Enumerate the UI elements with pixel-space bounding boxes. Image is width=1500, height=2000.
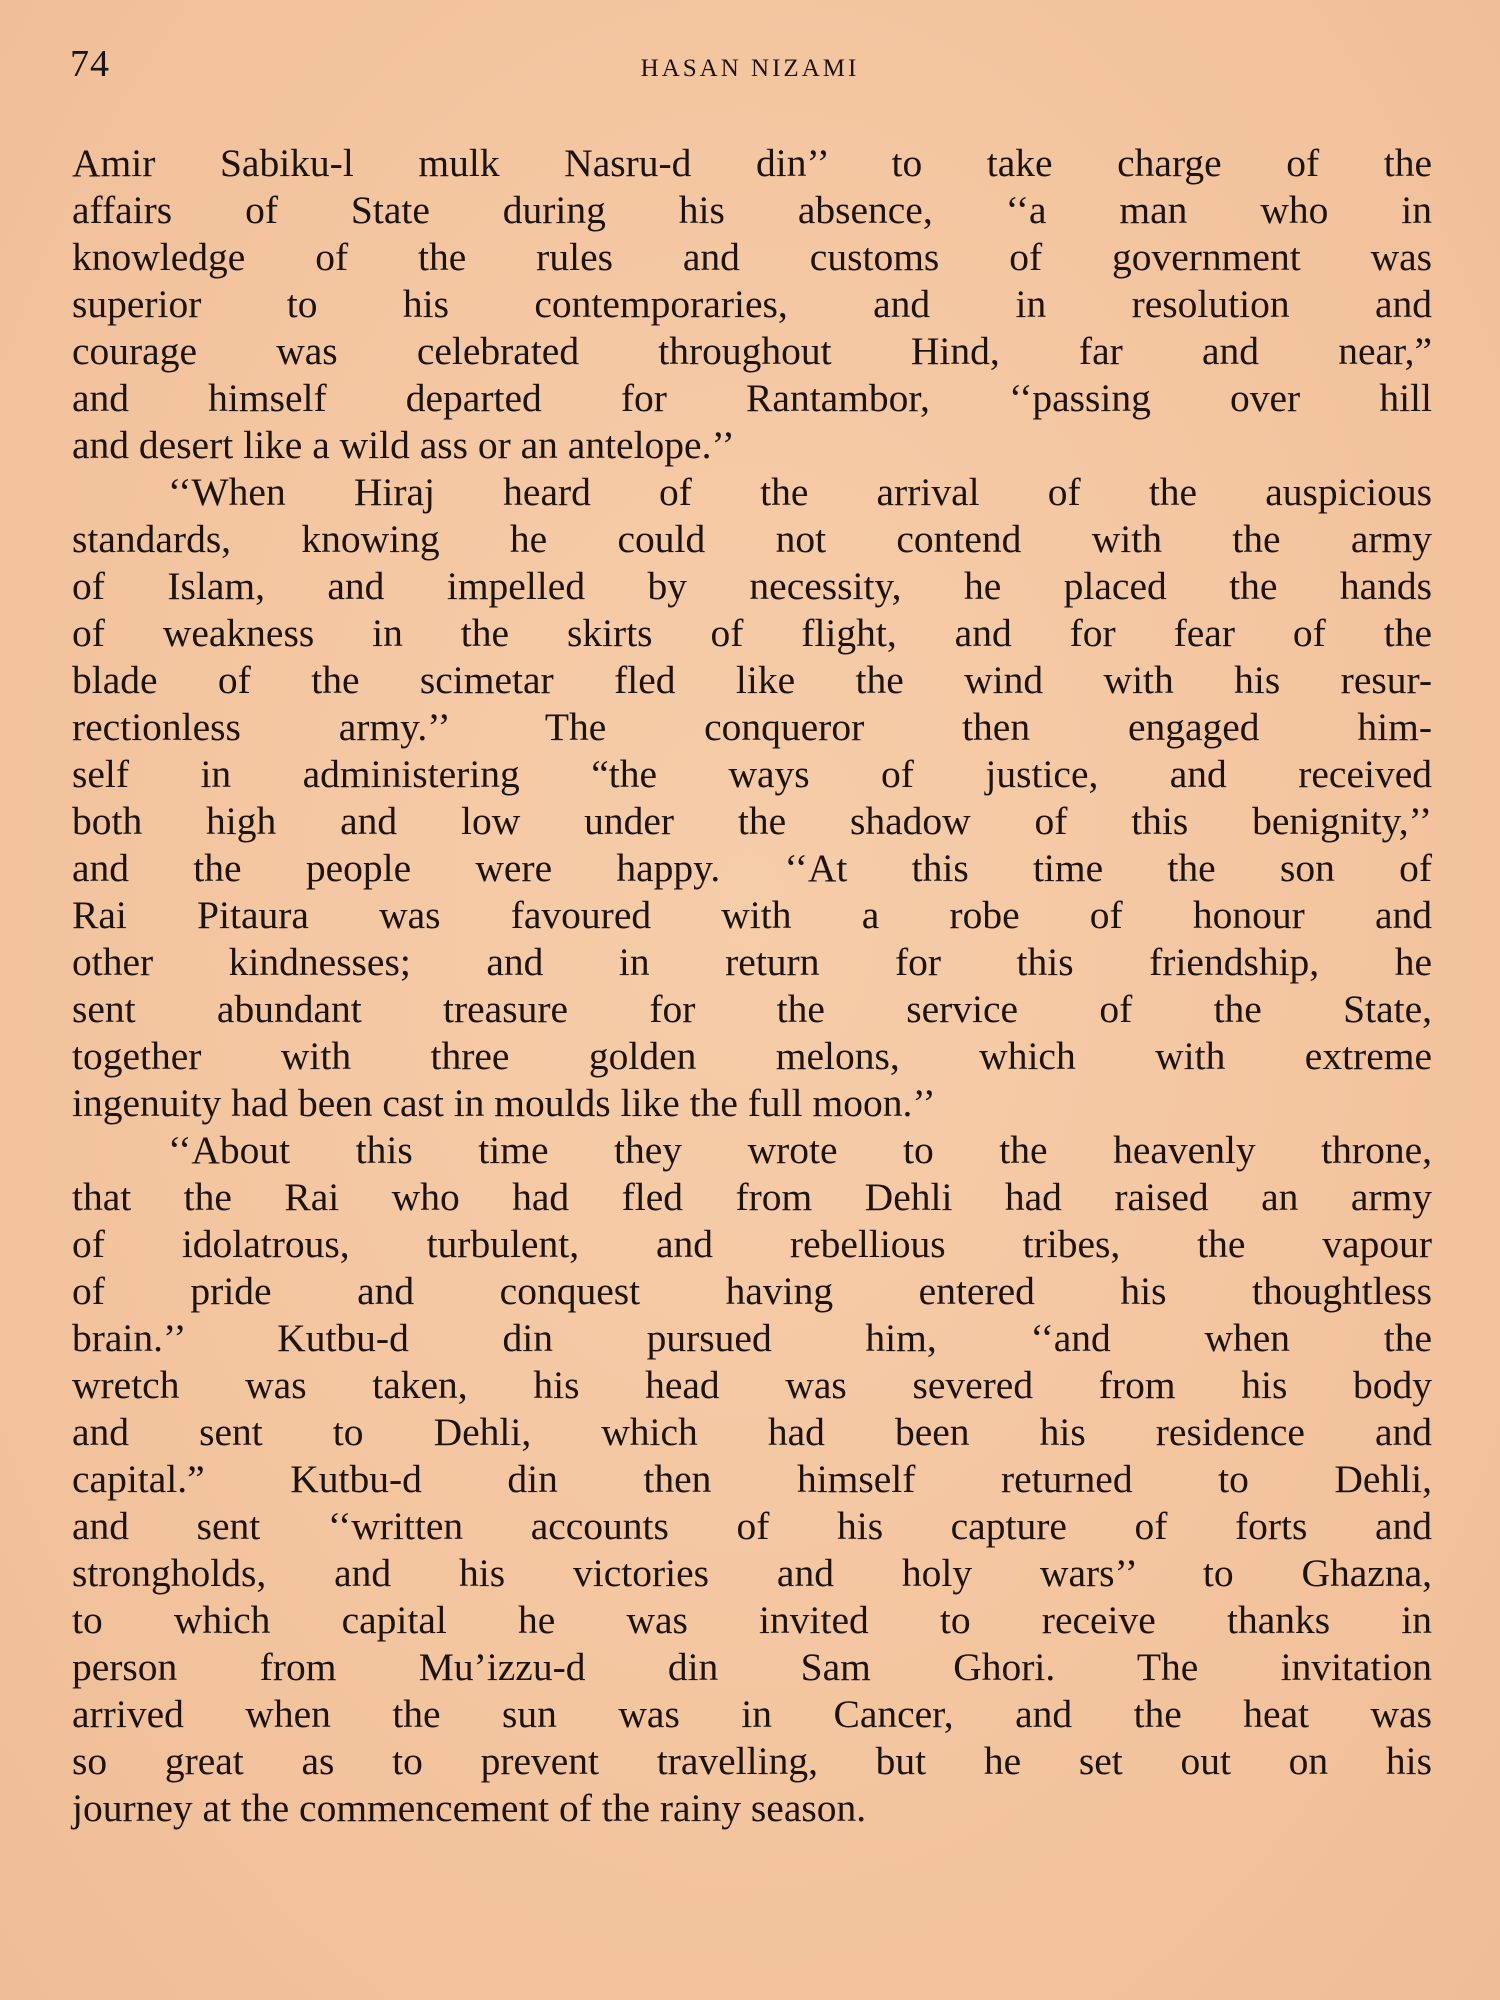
page-header bbox=[70, 42, 1430, 92]
text-line: knowledge of the rules and customs of government was bbox=[72, 235, 1432, 279]
text-line: and sent to Dehli, which had been his residence and bbox=[72, 1410, 1432, 1454]
text-line: affairs of State during his absence, ‘‘a man who in bbox=[72, 188, 1432, 232]
body-text bbox=[72, 140, 1432, 1832]
text-line: that the Rai who had fled from Dehli had raised an army bbox=[72, 1175, 1432, 1219]
text-line: rectionless army.’’ The conqueror then engaged him- bbox=[72, 705, 1432, 749]
text-line: of weakness in the skirts of flight, and for fear of the bbox=[72, 611, 1432, 655]
text-line: of pride and conquest having entered his thoughtless bbox=[72, 1269, 1432, 1313]
text-line: both high and low under the shadow of this benignity,’’ bbox=[72, 799, 1432, 843]
text-line: Rai Pitaura was favoured with a robe of honour and bbox=[72, 893, 1432, 937]
text-line: arrived when the sun was in Cancer, and the heat was bbox=[72, 1692, 1432, 1736]
text-line: courage was celebrated throughout Hind, far and near,” bbox=[72, 329, 1432, 373]
paragraph bbox=[72, 1127, 1432, 1832]
text-line: ‘‘When Hiraj heard of the arrival of the auspicious bbox=[168, 470, 1432, 514]
page-number: 74 bbox=[70, 43, 110, 85]
text-line: brain.’’ Kutbu-d din pursued him, ‘‘and when the bbox=[72, 1316, 1432, 1360]
text-line: journey at the commencement of the rainy season. bbox=[72, 1786, 867, 1830]
text-line: to which capital he was invited to receive thanks in bbox=[72, 1598, 1432, 1642]
text-line: wretch was taken, his head was severed from his body bbox=[72, 1363, 1432, 1407]
text-line: and desert like a wild ass or an antelope.’’ bbox=[72, 423, 735, 467]
text-line: together with three golden melons, which with extreme bbox=[72, 1034, 1432, 1078]
text-line: ingenuity had been cast in moulds like the full moon.’’ bbox=[72, 1081, 936, 1125]
text-line: standards, knowing he could not contend with the army bbox=[72, 517, 1432, 561]
running-head: HASAN NIZAMI bbox=[640, 55, 860, 82]
text-line: and the people were happy. ‘‘At this time the son of bbox=[72, 846, 1432, 890]
text-line: strongholds, and his victories and holy wars’’ to Ghazna, bbox=[72, 1551, 1432, 1595]
text-line: other kindnesses; and in return for this friendship, he bbox=[72, 940, 1432, 984]
text-line: so great as to prevent travelling, but he set out on his bbox=[72, 1739, 1432, 1783]
text-line: ‘‘About this time they wrote to the heavenly throne, bbox=[168, 1128, 1432, 1172]
text-line: of idolatrous, turbulent, and rebellious tribes, the vapour bbox=[72, 1222, 1432, 1266]
text-line: Amir Sabiku-l mulk Nasru-d din’’ to take charge of the bbox=[72, 141, 1432, 185]
text-line: superior to his contemporaries, and in resolution and bbox=[72, 282, 1432, 326]
paragraph bbox=[72, 469, 1432, 1127]
text-line: and sent ‘‘written accounts of his capture of forts and bbox=[72, 1504, 1432, 1548]
text-line: of Islam, and impelled by necessity, he placed the hands bbox=[72, 564, 1432, 608]
text-line: self in administering “the ways of justice, and received bbox=[72, 752, 1432, 796]
text-line: sent abundant treasure for the service of the State, bbox=[72, 987, 1432, 1031]
text-line: and himself departed for Rantambor, ‘‘passing over hill bbox=[72, 376, 1432, 420]
text-line: capital.” Kutbu-d din then himself returned to Dehli, bbox=[72, 1457, 1432, 1501]
paragraph bbox=[72, 140, 1432, 469]
text-line: person from Mu’izzu-d din Sam Ghori. The invitation bbox=[72, 1645, 1432, 1689]
text-line: blade of the scimetar fled like the wind with his resur- bbox=[72, 658, 1432, 702]
